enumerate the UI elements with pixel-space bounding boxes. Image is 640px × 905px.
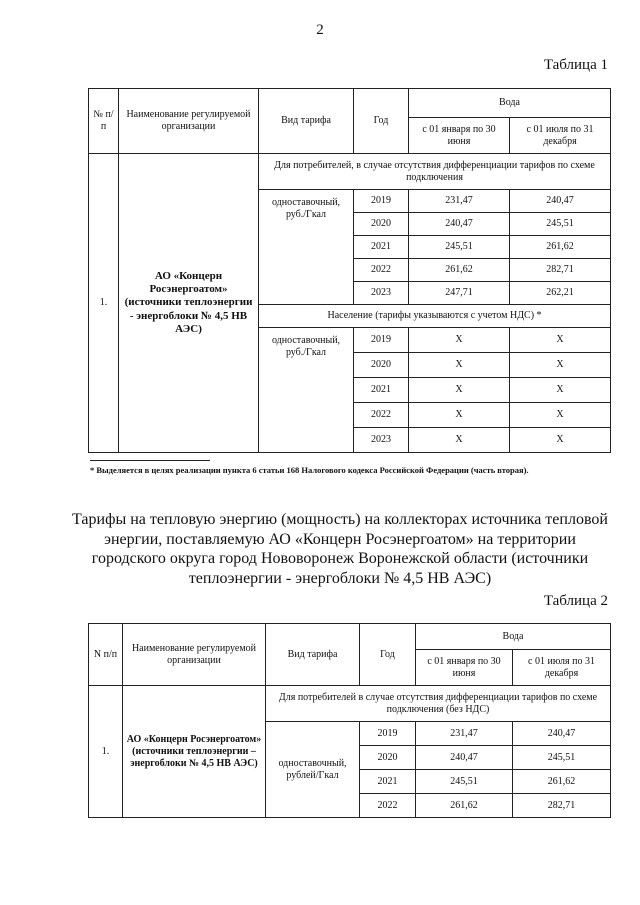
tariff-type: одноставочный, рублей/Гкал xyxy=(266,722,360,818)
section-title: Население (тарифы указываются с учетом НДС) * xyxy=(259,305,611,328)
row-number: 1. xyxy=(89,686,123,818)
tariff-type: одноставочный, руб./Гкал xyxy=(259,328,354,453)
year-cell: 2019 xyxy=(354,190,409,213)
section-title: Для потребителей в случае отсутствия дифференциации тарифов по схеме подключения (без НДС) xyxy=(266,686,611,722)
value-cell: 245,51 xyxy=(409,236,510,259)
footnote-divider xyxy=(90,460,210,461)
header-period-1: с 01 января по 30 июня xyxy=(409,118,510,154)
header-year: Год xyxy=(354,89,409,154)
year-cell: 2023 xyxy=(354,282,409,305)
value-cell: Х xyxy=(409,353,510,378)
year-cell: 2021 xyxy=(354,236,409,259)
year-cell: 2023 xyxy=(354,428,409,453)
value-cell: 282,71 xyxy=(513,794,611,818)
value-cell: 282,71 xyxy=(510,259,611,282)
value-cell: 231,47 xyxy=(416,722,513,746)
header-water: Вода xyxy=(409,89,611,118)
tariff-type: одноставочный, руб./Гкал xyxy=(259,190,354,305)
header-org: Наименование регулируемой организации xyxy=(123,624,266,686)
value-cell: 261,62 xyxy=(510,236,611,259)
value-cell: 240,47 xyxy=(409,213,510,236)
value-cell: 247,71 xyxy=(409,282,510,305)
value-cell: Х xyxy=(409,378,510,403)
value-cell: Х xyxy=(510,428,611,453)
value-cell: Х xyxy=(409,428,510,453)
row-number: 1. xyxy=(89,154,119,453)
header-period-2: с 01 июля по 31 декабря xyxy=(510,118,611,154)
value-cell: 262,21 xyxy=(510,282,611,305)
year-cell: 2019 xyxy=(354,328,409,353)
value-cell: 245,51 xyxy=(513,746,611,770)
year-cell: 2022 xyxy=(354,403,409,428)
header-tariff-type: Вид тарифа xyxy=(259,89,354,154)
value-cell: 245,51 xyxy=(416,770,513,794)
year-cell: 2020 xyxy=(354,353,409,378)
footnote: * Выделяется в целях реализации пункта 6 статьи 168 Налогового кодекса Российской Федерации (часть вторая). xyxy=(90,465,529,475)
tariff-table-1 xyxy=(88,88,611,453)
value-cell: 240,47 xyxy=(513,722,611,746)
header-period-2: с 01 июля по 31 декабря xyxy=(513,650,611,686)
year-cell: 2022 xyxy=(354,259,409,282)
value-cell: 261,62 xyxy=(416,794,513,818)
year-cell: 2020 xyxy=(354,213,409,236)
value-cell: Х xyxy=(510,328,611,353)
value-cell: 240,47 xyxy=(416,746,513,770)
section-title: Для потребителей, в случае отсутствия дифференциации тарифов по схеме подключения xyxy=(259,154,611,190)
organization-name: АО «Концерн Росэнергоатом» (источники теплоэнергии - энергоблоки № 4,5 НВ АЭС) xyxy=(119,154,259,453)
value-cell: 261,62 xyxy=(513,770,611,794)
table1-label: Таблица 1 xyxy=(543,57,608,73)
value-cell: 231,47 xyxy=(409,190,510,213)
header-num: N п/п xyxy=(89,624,123,686)
year-cell: 2019 xyxy=(360,722,416,746)
organization-name: АО «Концерн Росэнергоатом» (источники теплоэнергии – энергоблоки № 4,5 НВ АЭС) xyxy=(123,686,266,818)
value-cell: 245,51 xyxy=(510,213,611,236)
year-cell: 2020 xyxy=(360,746,416,770)
value-cell: Х xyxy=(510,403,611,428)
value-cell: Х xyxy=(409,403,510,428)
header-period-1: с 01 января по 30 июня xyxy=(416,650,513,686)
year-cell: 2022 xyxy=(360,794,416,818)
header-water: Вода xyxy=(416,624,611,650)
value-cell: Х xyxy=(510,353,611,378)
year-cell: 2021 xyxy=(360,770,416,794)
header-tariff-type: Вид тарифа xyxy=(266,624,360,686)
header-org: Наименование регулируемой организации xyxy=(119,89,259,154)
table2-label: Таблица 2 xyxy=(543,593,608,609)
value-cell: Х xyxy=(510,378,611,403)
header-year: Год xyxy=(360,624,416,686)
tariff-table-2 xyxy=(88,623,611,818)
header-num: № п/п xyxy=(89,89,119,154)
value-cell: Х xyxy=(409,328,510,353)
year-cell: 2021 xyxy=(354,378,409,403)
page-number: 2 xyxy=(316,22,324,38)
value-cell: 240,47 xyxy=(510,190,611,213)
section-heading: Тарифы на тепловую энергию (мощность) на коллекторах источника тепловой энергии, поставляемую АО «Концерн Росэнергоатом» на территории городского округа город Нововоронеж Воронежской области (источники теплоэнергии - энергоблоки № 4,5 НВ АЭС) xyxy=(72,511,608,587)
value-cell: 261,62 xyxy=(409,259,510,282)
